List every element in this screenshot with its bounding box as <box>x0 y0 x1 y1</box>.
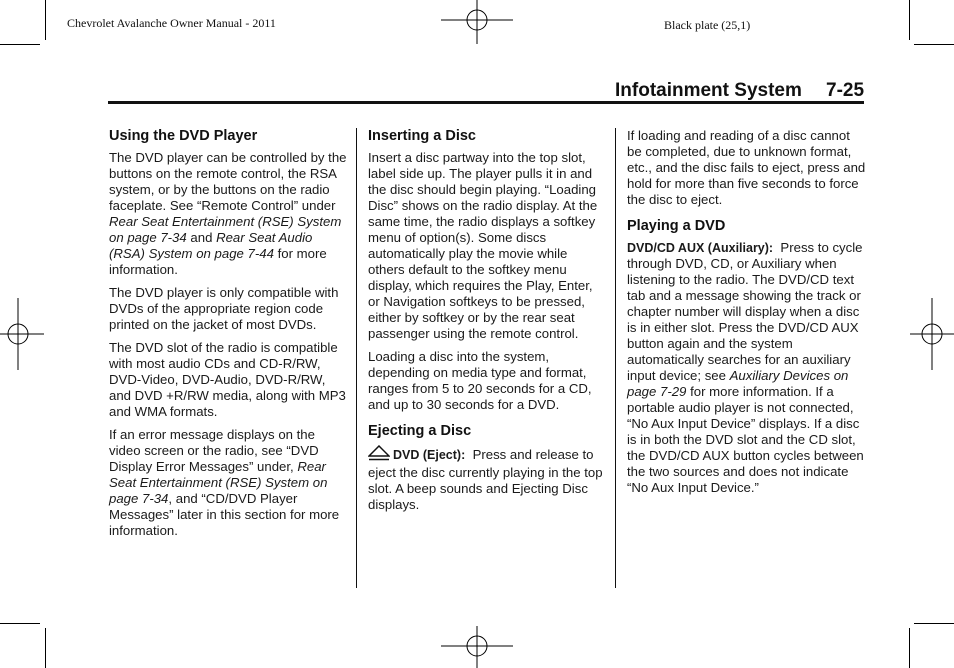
heading-ejecting-disc: Ejecting a Disc <box>368 423 472 439</box>
aux-label: DVD/CD AUX (Auxiliary): <box>627 241 774 255</box>
registration-mark-bottom <box>441 624 513 668</box>
crop-mark <box>914 44 954 45</box>
registration-mark-left <box>0 298 44 370</box>
paragraph: The DVD player can be controlled by the buttons on the remote control, the RSA system, or by the buttons on the radio faceplate. See “Remote Control” under Rear Seat Entertainment (RSE) System on page 7-34 and Rear Seat Audio (RSA) System on page 7-44 for more information. <box>109 150 347 277</box>
heading-inserting-disc: Inserting a Disc <box>368 128 476 144</box>
crop-mark <box>0 44 40 45</box>
paragraph: The DVD slot of the radio is compatible with most audio CDs and CD-R/RW, DVD-Video, DVD-Audio, DVD-R/RW, and DVD +R/RW media, along with MP3 and WMA formats. <box>109 340 346 419</box>
paragraph: Loading a disc into the system, depending on media type and format, ranges from 5 to 20 seconds for a CD, and up to 30 seconds for a DVD. <box>368 349 592 412</box>
paragraph: DVD (Eject): Press and release to eject the disc currently playing in the top slot. A beep sounds and Ejecting Disc displays. <box>368 447 603 512</box>
cross-reference: Rear Seat Audio (RSA) System on page 7-44 <box>109 230 313 261</box>
registration-mark-right <box>910 298 954 370</box>
cross-reference: Rear Seat Entertainment (RSE) System on page 7-34 <box>109 459 328 506</box>
crop-mark <box>914 623 954 624</box>
eject-label: DVD (Eject): <box>393 448 466 462</box>
eject-icon <box>368 445 390 465</box>
column-3 <box>627 128 867 503</box>
manual-title: Chevrolet Avalanche Owner Manual - 2011 <box>67 16 276 30</box>
plate-label: Black plate (25,1) <box>664 18 751 32</box>
header-rule <box>108 101 864 104</box>
registration-mark-top <box>441 0 513 48</box>
page-number: 7-25 <box>826 80 865 101</box>
heading-playing-dvd: Playing a DVD <box>627 218 726 234</box>
column-divider <box>356 128 357 588</box>
column-2 <box>368 128 606 520</box>
crop-mark <box>0 623 40 624</box>
paragraph: Insert a disc partway into the top slot, label side up. The player pulls it in and the disc should begin playing. “Loading Disc” shows on the radio display. At the same time, the radio displays a softkey menu of option(s). Some discs automatically play the movie while others default to the softkey menu display, which requires the Play, Enter, or Navigation softkeys to be pressed, either by softkey or by the rear seat passenger using the remote control. <box>368 150 598 341</box>
crop-mark <box>45 628 46 668</box>
heading-using-dvd-player: Using the DVD Player <box>109 128 258 144</box>
crop-mark <box>909 0 910 40</box>
paragraph: If an error message displays on the video screen or the radio, see “DVD Display Error Messages” under, Rear Seat Entertainment (RSE) System on page 7-34, and “CD/DVD Player Messages” later in this section for more information. <box>109 427 340 538</box>
crop-mark <box>45 0 46 40</box>
paragraph: If loading and reading of a disc cannot be completed, due to unknown format, etc., and the disc fails to eject, press and hold for more than five seconds to force the disc to eject. <box>627 128 866 207</box>
cross-reference: Auxiliary Devices on page 7-29 <box>627 368 849 399</box>
paragraph: DVD/CD AUX (Auxiliary): Press to cycle through DVD, CD, or Auxiliary when listening to the radio. The DVD/CD text tab and a message showing the track or chapter number will display when a disc is in either slot. Press the DVD/CD AUX button again and the system automatically searches for an auxiliary input device; see Auxiliary Devices on page 7-29 for more information. If a portable audio player is not connected, “No Aux Input Device” displays. If a disc is in both the DVD slot and the CD slot, the DVD/CD AUX button cycles between the two sources and does not indicate “No Aux Input Device.” <box>627 240 864 495</box>
column-divider <box>615 128 616 588</box>
column-1 <box>109 128 347 546</box>
paragraph: The DVD player is only compatible with DVDs of the appropriate region code printed on the jacket of most DVDs. <box>109 285 339 332</box>
section-title: Infotainment System <box>615 80 802 101</box>
cross-reference: Rear Seat Entertainment (RSE) System on page 7-34 <box>109 214 342 245</box>
crop-mark <box>909 628 910 668</box>
